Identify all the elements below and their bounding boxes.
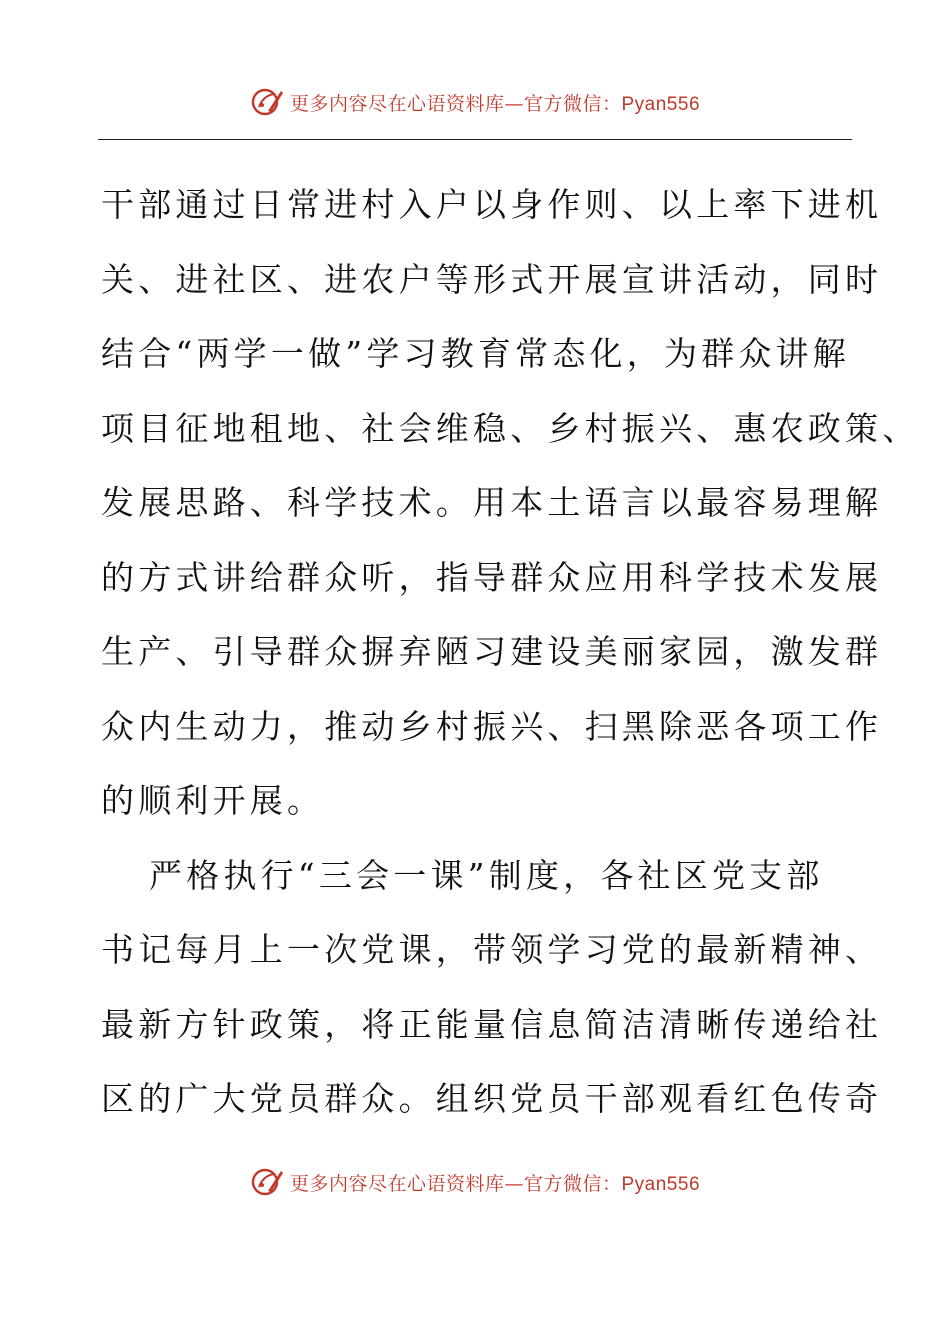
watermark-text: 更多内容尽在心语资料库—官方微信：Pyan556 [289, 1172, 701, 1195]
text-line: 书记每月上一次党课，带领学习党的最新精神、 [101, 930, 883, 969]
pen-logo-icon [250, 1165, 284, 1199]
paragraph-1 [101, 168, 920, 839]
watermark-wechat-id: Pyan556 [621, 93, 701, 115]
document-body [101, 168, 920, 1137]
text-line: 干部通过日常进村入户以身作则、以上率下进机 [101, 185, 883, 224]
header-divider [98, 139, 852, 140]
text-line: 项目征地租地、社会维稳、乡村振兴、惠农政策、 [101, 408, 920, 448]
text-line: 区的广大党员群众。组织党员干部观看红色传奇 [101, 1079, 883, 1118]
header-watermark [0, 82, 950, 122]
paragraph-2 [101, 839, 883, 1137]
text-line: 的方式讲给群众听，指导群众应用科学技术发展 [101, 557, 883, 597]
text-line: 生产、引导群众摒弃陋习建设美丽家园，激发群 [101, 632, 883, 671]
footer-watermark [0, 1162, 950, 1202]
text-line: 的顺利开展。 [101, 781, 325, 820]
text-line: 发展思路、科学技术。用本土语言以最容易理解 [101, 483, 883, 522]
text-line: 最新方针政策，将正能量信息简洁清晰传递给社 [101, 1004, 883, 1044]
text-line: 结合“两学一做”学习教育常态化，为群众讲解 [101, 334, 850, 373]
text-line: 关、进社区、进农户等形式开展宣讲活动，同时 [101, 259, 883, 299]
text-line: 众内生动力，推动乡村振兴、扫黑除恶各项工作 [101, 706, 883, 746]
watermark-wechat-id: Pyan556 [621, 1173, 701, 1195]
pen-logo-icon [250, 85, 284, 119]
text-line: 严格执行“三会一课”制度，各社区党支部 [149, 855, 824, 895]
watermark-text: 更多内容尽在心语资料库—官方微信：Pyan556 [289, 92, 701, 115]
